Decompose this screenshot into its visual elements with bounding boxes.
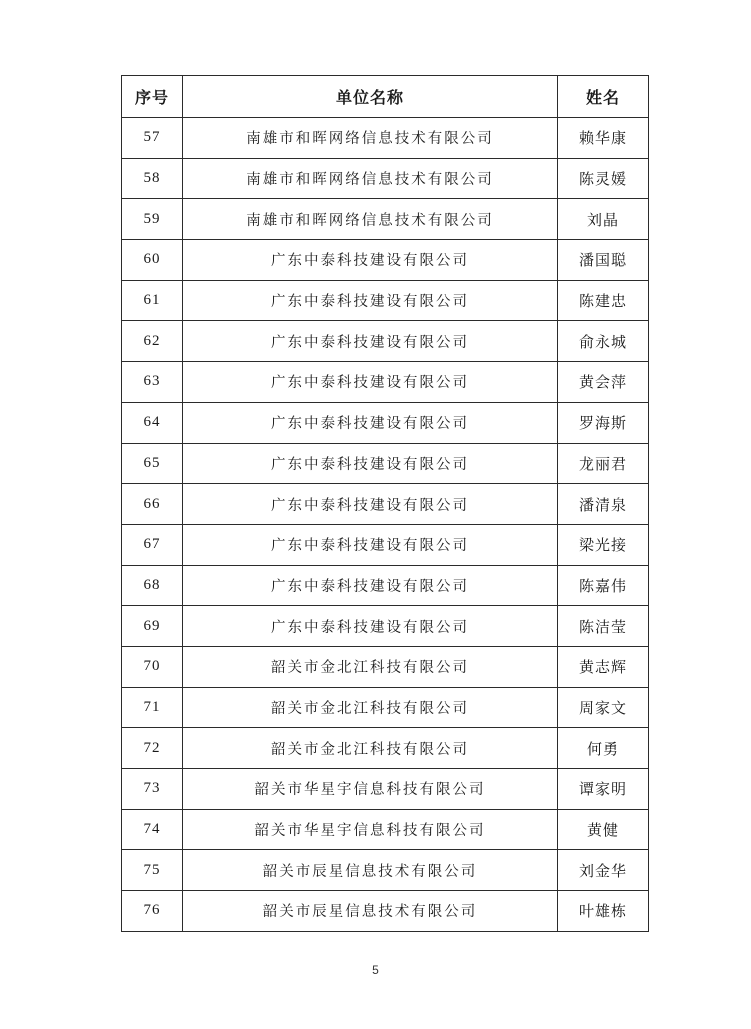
table-row xyxy=(122,118,649,159)
cell-seq: 68 xyxy=(122,565,183,606)
header-seq: 序号 xyxy=(122,76,183,118)
cell-name: 谭家明 xyxy=(558,769,649,810)
cell-name: 潘清泉 xyxy=(558,484,649,525)
cell-name: 龙丽君 xyxy=(558,443,649,484)
cell-name: 刘金华 xyxy=(558,850,649,891)
cell-name: 叶雄栋 xyxy=(558,891,649,932)
cell-unit: 南雄市和晖网络信息技术有限公司 xyxy=(183,199,558,240)
header-name: 姓名 xyxy=(558,76,649,118)
cell-name: 陈建忠 xyxy=(558,280,649,321)
cell-unit: 广东中泰科技建设有限公司 xyxy=(183,362,558,403)
header-unit: 单位名称 xyxy=(183,76,558,118)
cell-name: 何勇 xyxy=(558,728,649,769)
cell-seq: 62 xyxy=(122,321,183,362)
header-row xyxy=(122,76,649,118)
table-row xyxy=(122,687,649,728)
cell-seq: 59 xyxy=(122,199,183,240)
cell-name: 赖华康 xyxy=(558,118,649,159)
cell-name: 潘国聪 xyxy=(558,240,649,281)
page-number: 5 xyxy=(372,963,379,977)
table-row xyxy=(122,769,649,810)
cell-name: 陈洁莹 xyxy=(558,606,649,647)
cell-name: 周家文 xyxy=(558,687,649,728)
cell-unit: 韶关市金北江科技有限公司 xyxy=(183,646,558,687)
table-row xyxy=(122,362,649,403)
cell-name: 黄健 xyxy=(558,809,649,850)
table-row xyxy=(122,524,649,565)
cell-name: 黄会萍 xyxy=(558,362,649,403)
cell-seq: 63 xyxy=(122,362,183,403)
cell-unit: 韶关市金北江科技有限公司 xyxy=(183,728,558,769)
table-body xyxy=(122,118,649,932)
table-row xyxy=(122,199,649,240)
cell-seq: 73 xyxy=(122,769,183,810)
cell-name: 罗海斯 xyxy=(558,402,649,443)
cell-seq: 74 xyxy=(122,809,183,850)
cell-unit: 广东中泰科技建设有限公司 xyxy=(183,565,558,606)
table-row xyxy=(122,850,649,891)
cell-seq: 75 xyxy=(122,850,183,891)
cell-unit: 南雄市和晖网络信息技术有限公司 xyxy=(183,158,558,199)
cell-unit: 韶关市辰星信息技术有限公司 xyxy=(183,891,558,932)
cell-unit: 韶关市金北江科技有限公司 xyxy=(183,687,558,728)
cell-unit: 广东中泰科技建设有限公司 xyxy=(183,484,558,525)
cell-seq: 71 xyxy=(122,687,183,728)
cell-unit: 广东中泰科技建设有限公司 xyxy=(183,524,558,565)
cell-unit: 韶关市华星宇信息科技有限公司 xyxy=(183,809,558,850)
cell-name: 梁光接 xyxy=(558,524,649,565)
cell-seq: 70 xyxy=(122,646,183,687)
cell-seq: 76 xyxy=(122,891,183,932)
cell-seq: 64 xyxy=(122,402,183,443)
table-row xyxy=(122,443,649,484)
table-row xyxy=(122,484,649,525)
cell-seq: 72 xyxy=(122,728,183,769)
table-row xyxy=(122,402,649,443)
table-header xyxy=(122,76,649,118)
table-row xyxy=(122,240,649,281)
cell-unit: 广东中泰科技建设有限公司 xyxy=(183,280,558,321)
table-row xyxy=(122,280,649,321)
cell-seq: 65 xyxy=(122,443,183,484)
cell-unit: 广东中泰科技建设有限公司 xyxy=(183,240,558,281)
cell-unit: 广东中泰科技建设有限公司 xyxy=(183,606,558,647)
personnel-table xyxy=(121,75,649,932)
table-row xyxy=(122,728,649,769)
cell-name: 陈灵媛 xyxy=(558,158,649,199)
table-row xyxy=(122,321,649,362)
cell-seq: 69 xyxy=(122,606,183,647)
cell-seq: 57 xyxy=(122,118,183,159)
cell-unit: 南雄市和晖网络信息技术有限公司 xyxy=(183,118,558,159)
cell-seq: 58 xyxy=(122,158,183,199)
cell-unit: 广东中泰科技建设有限公司 xyxy=(183,321,558,362)
table-row xyxy=(122,809,649,850)
table-row xyxy=(122,158,649,199)
cell-unit: 广东中泰科技建设有限公司 xyxy=(183,443,558,484)
cell-name: 俞永城 xyxy=(558,321,649,362)
cell-seq: 61 xyxy=(122,280,183,321)
table-row xyxy=(122,891,649,932)
cell-unit: 韶关市辰星信息技术有限公司 xyxy=(183,850,558,891)
cell-name: 陈嘉伟 xyxy=(558,565,649,606)
cell-name: 刘晶 xyxy=(558,199,649,240)
cell-unit: 韶关市华星宇信息科技有限公司 xyxy=(183,769,558,810)
table-row xyxy=(122,646,649,687)
cell-seq: 66 xyxy=(122,484,183,525)
cell-unit: 广东中泰科技建设有限公司 xyxy=(183,402,558,443)
cell-seq: 60 xyxy=(122,240,183,281)
cell-name: 黄志辉 xyxy=(558,646,649,687)
table-row xyxy=(122,565,649,606)
table-row xyxy=(122,606,649,647)
cell-seq: 67 xyxy=(122,524,183,565)
